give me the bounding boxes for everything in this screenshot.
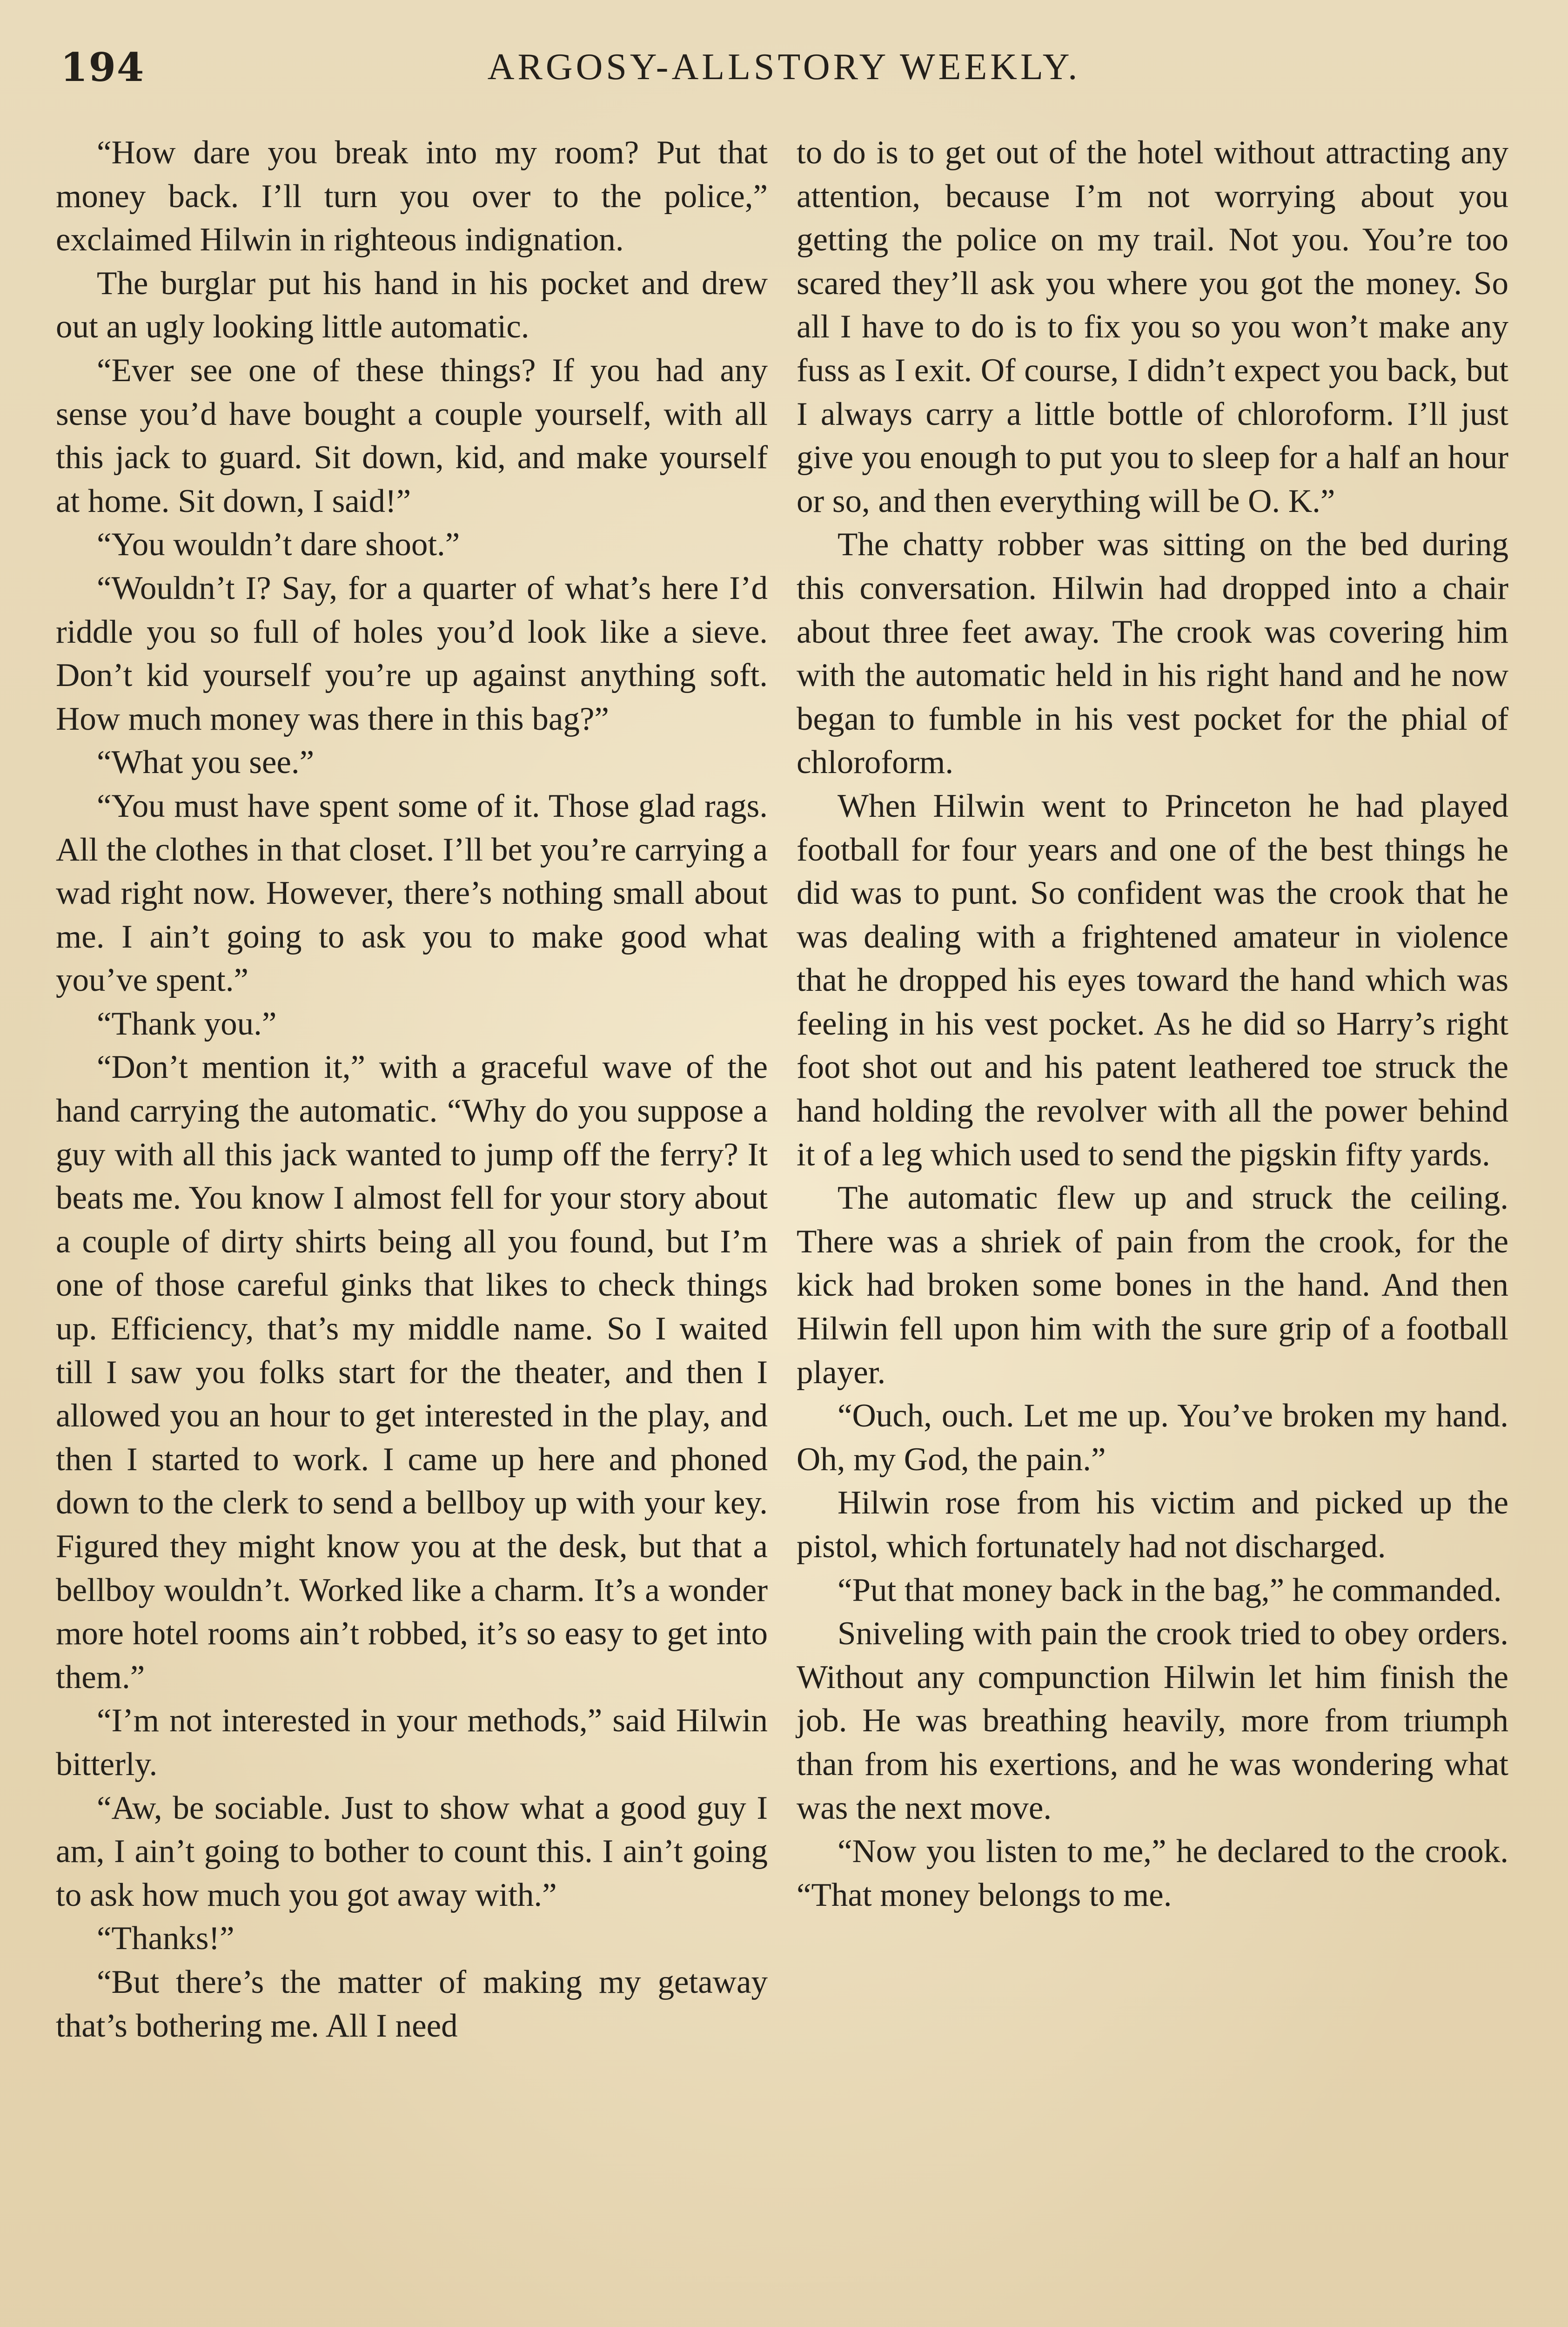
paragraph: “Ever see one of these things? If you had any sense you’d have bought a couple yourself, with all this jack to guard. Sit down, kid, and make yourself at home. Sit down, I said!” (56, 352, 768, 519)
paragraph: The chatty robber was sitting on the bed during this conversation. Hilwin had dropped into a chair about three feet away. The crook was covering him with the automatic held in his right hand and he now began to fumble in his vest pocket for the phial of chloroform. (797, 526, 1508, 781)
left-column (56, 131, 768, 2048)
paragraph: “Thanks!” (97, 1920, 235, 1957)
paragraph: When Hilwin went to Princeton he had played football for four years and one of the best things he did was to punt. So confident was the crook that he was dealing with a frightened amateur in violence that he dropped his eyes toward the hand which was feeling in his vest pocket. As he did so Harry’s right foot shot out and his patent leathered toe struck the hand holding the revolver with all the power behind it of a leg which used to send the pigskin fifty yards. (797, 787, 1508, 1173)
paragraph: The automatic flew up and struck the ceiling. There was a shriek of pain from the crook, for the kick had broken some bones in the hand. And then Hilwin fell upon him with the sure grip of a football player. (797, 1180, 1508, 1391)
paragraph: “Ouch, ouch. Let me up. You’ve broken my hand. Oh, my God, the pain.” (797, 1398, 1508, 1478)
paragraph: “Put that money back in the bag,” he commanded. (838, 1572, 1502, 1608)
page-header (60, 44, 1508, 100)
paragraph: “You must have spent some of it. Those glad rags. All the clothes in that closet. I’ll bet you’re carrying a wad right now. However, there’s nothing small about me. I ain’t going to ask you to make good what you’ve spent.” (56, 787, 768, 999)
paragraph: “What you see.” (97, 744, 315, 781)
running-title: ARGOSY-ALLSTORY WEEKLY. (487, 47, 1081, 87)
page-number: 194 (60, 44, 145, 90)
paragraph: “But there’s the matter of making my getaway that’s bothering me. All I need (56, 1964, 768, 2044)
paragraph: “Now you listen to me,” he declared to the crook. “That money belongs to me. (797, 1833, 1508, 1913)
right-column (797, 131, 1508, 1917)
paragraph: “Don’t mention it,” with a graceful wave of the hand carrying the automatic. “Why do you suppose a guy with all this jack wanted to jump off the ferry? It beats me. You know I almost fell for your story about a couple of dirty shirts being all you found, but I’m one of those careful ginks that likes to check things up. Efficiency, that’s my middle name. So I waited till I saw you folks start for the theater, and then I allowed you an hour to get interested in the play, and then I started to work. I came up here and phoned down to the clerk to send a bellboy up with your key. Figured they might know you at the desk, but that a bellboy wouldn’t. Worked like a charm. It’s a wonder more hotel rooms ain’t robbed, it’s so easy to get into them.” (56, 1049, 768, 1695)
paragraph: “I’m not interested in your methods,” said Hilwin bitterly. (56, 1702, 768, 1782)
paragraph: The burglar put his hand in his pocket and drew out an ugly looking little automatic. (56, 265, 768, 345)
paragraph: Hilwin rose from his victim and picked up the pistol, which fortunately had not discharged. (797, 1485, 1508, 1565)
paragraph: Sniveling with pain the crook tried to obey orders. Without any compunction Hilwin let him finish the job. He was breathing heavily, more from triumph than from his exertions, and he was wondering what was the next move. (797, 1615, 1508, 1826)
paragraph: “Wouldn’t I? Say, for a quarter of what’s here I’d riddle you so full of holes you’d look like a sieve. Don’t kid yourself you’re up against anything soft. How much money was there in this bag?” (56, 570, 768, 737)
paragraph: “You wouldn’t dare shoot.” (97, 526, 460, 563)
paragraph: “Thank you.” (97, 1005, 277, 1042)
paragraph: “Aw, be sociable. Just to show what a good guy I am, I ain’t going to bother to count this. I ain’t going to ask how much you got away with.” (56, 1789, 768, 1913)
paragraph-continued: to do is to get out of the hotel without attracting any attention, because I’m not worrying about you getting the police on my trail. Not you. You’re too scared they’ll ask you where you got the money. So all I have to do is to fix you so you won’t make any fuss as I exit. Of course, I didn’t expect you back, but I always carry a little bottle of chloroform. I’ll just give you enough to put you to sleep for a half an hour or so, and then everything will be O. K.” (797, 135, 1508, 519)
paragraph: “How dare you break into my room? Put that money back. I’ll turn you over to the police,” exclaimed Hilwin in righteous indignation. (56, 135, 768, 258)
